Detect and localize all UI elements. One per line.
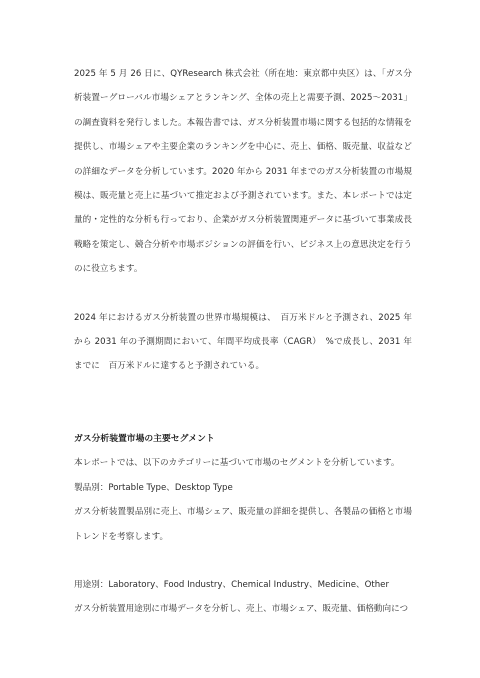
document-body (74, 62, 412, 622)
spacer (74, 403, 412, 427)
segment-intro: 本レポートでは、以下のカテゴリーに基づいて市場のセグメントを分析しています。 (74, 458, 400, 469)
by-product-description: ガス分析装置製品別に売上、市場シェア、販売量の詳細を提供し、各製品の価格と市場トレンドを考察します。 (74, 507, 412, 542)
spacer (74, 549, 412, 573)
by-application-description: ガス分析装置用途別に市場データを分析し、売上、市場シェア、販売量、価格動向につ (74, 604, 409, 615)
by-product-label: 製品別：Portable Type、Desktop Type (74, 482, 233, 493)
intro-paragraph: 2025 年 5 月 26 日に、QYResearch 株式会社（所在地：東京都中央区）は、「ガス分析装置ーグローバル市場シェアとランキング、全体の売上と需要予測、2025～2031」の調査資料を発行しました。本報告書では、ガス分析装置市場に関する包括的な情報を提供し、市場シェアや主要企業のランキングを中心に、売上、価格、販売量、収益などの詳細なデータを分析しています。2020 年から 2031 年までのガス分析装置の市場規模は、販売量と売上に基づいて推定および予測されています。また、本レポートでは定量的・定性的な分析も行っており、企業がガス分析装置関連データに基づいて事業成長戦略を策定し、競合分析や市場ポジションの評価を行い、ビジネス上の意思決定を行うのに役立ちます。 (74, 69, 412, 275)
market-size-paragraph: 2024 年におけるガス分析装置の世界市場規模は、 百万米ドルと予測され、2025 年から 2031 年の予測期間において、年間平均成長率（CAGR） %で成長し、2031 年までに 百万米ドルに達すると予測されている。 (74, 312, 412, 372)
segment-heading: ガス分析装置市場の主要セグメント (74, 433, 215, 444)
by-application-label: 用途別：Laboratory、Food Industry、Chemical Industry、Medicine、Other (74, 579, 389, 590)
